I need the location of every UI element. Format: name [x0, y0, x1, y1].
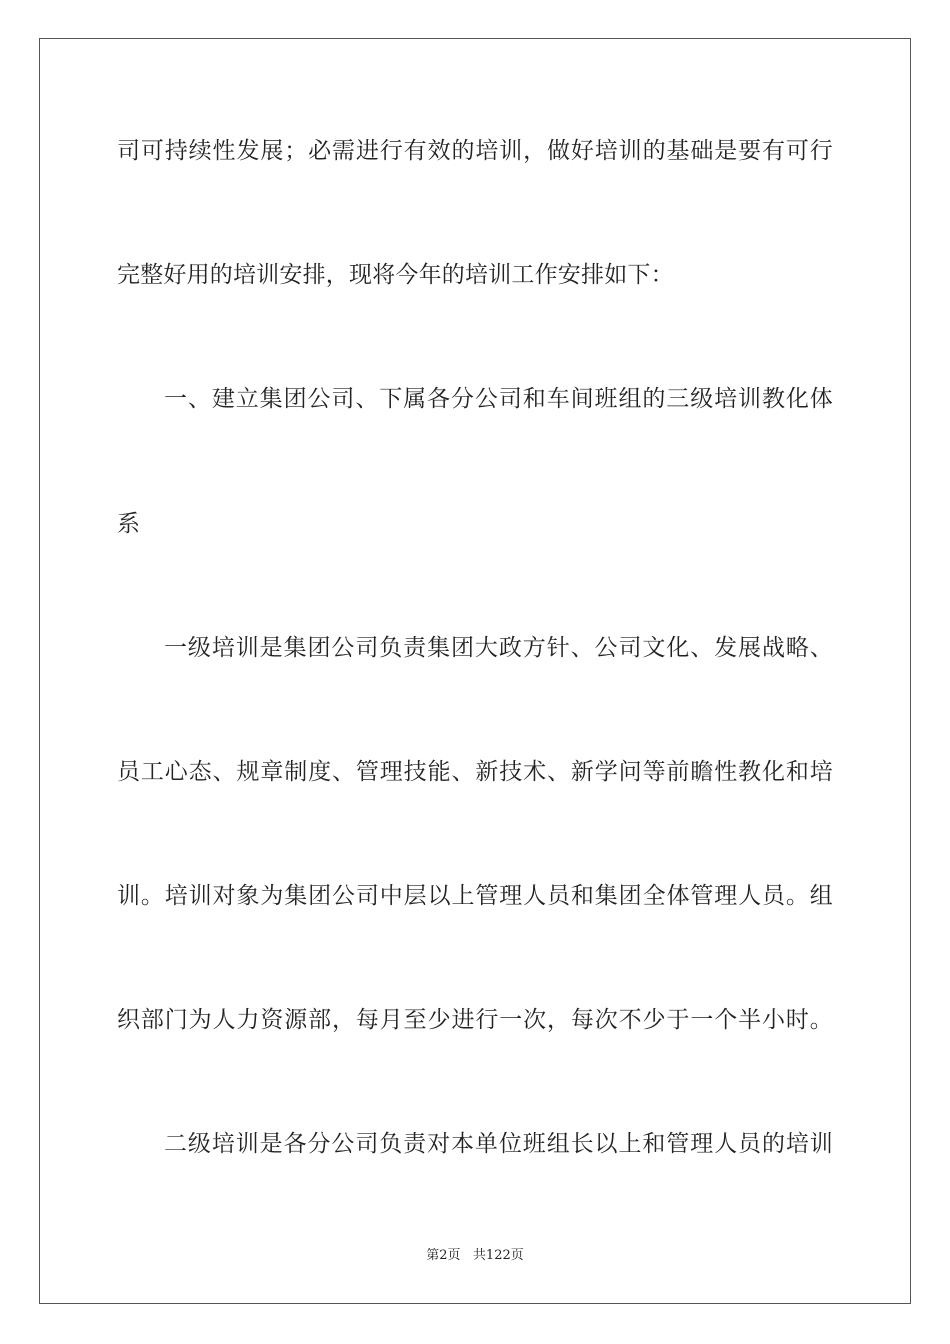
page-number: 第2页 — [426, 1248, 461, 1263]
body-line-7: 训。培训对象为集团公司中层以上管理人员和集团全体管理人员。组 — [117, 883, 833, 909]
body-line-2: 完整好用的培训安排，现将今年的培训工作安排如下： — [117, 262, 674, 288]
page-total: 共122页 — [472, 1248, 524, 1263]
body-line-6: 员工心态、规章制度、管理技能、新技术、新学问等前瞻性教化和培 — [117, 759, 833, 785]
page-footer — [0, 1244, 950, 1263]
body-line-9: 二级培训是各分公司负责对本单位班组长以上和管理人员的培训 — [164, 1131, 833, 1157]
page-frame — [39, 38, 911, 1304]
body-line-1: 司可持续性发展；必需进行有效的培训，做好培训的基础是要有可行 — [117, 138, 833, 164]
section-heading-line-2: 系 — [117, 511, 141, 537]
section-heading-line-1: 一、建立集团公司、下属各分公司和车间班组的三级培训教化体 — [164, 386, 833, 412]
body-line-5: 一级培训是集团公司负责集团大政方针、公司文化、发展战略、 — [164, 635, 833, 661]
body-line-8: 织部门为人力资源部，每月至少进行一次，每次不少于一个半小时。 — [117, 1007, 833, 1033]
